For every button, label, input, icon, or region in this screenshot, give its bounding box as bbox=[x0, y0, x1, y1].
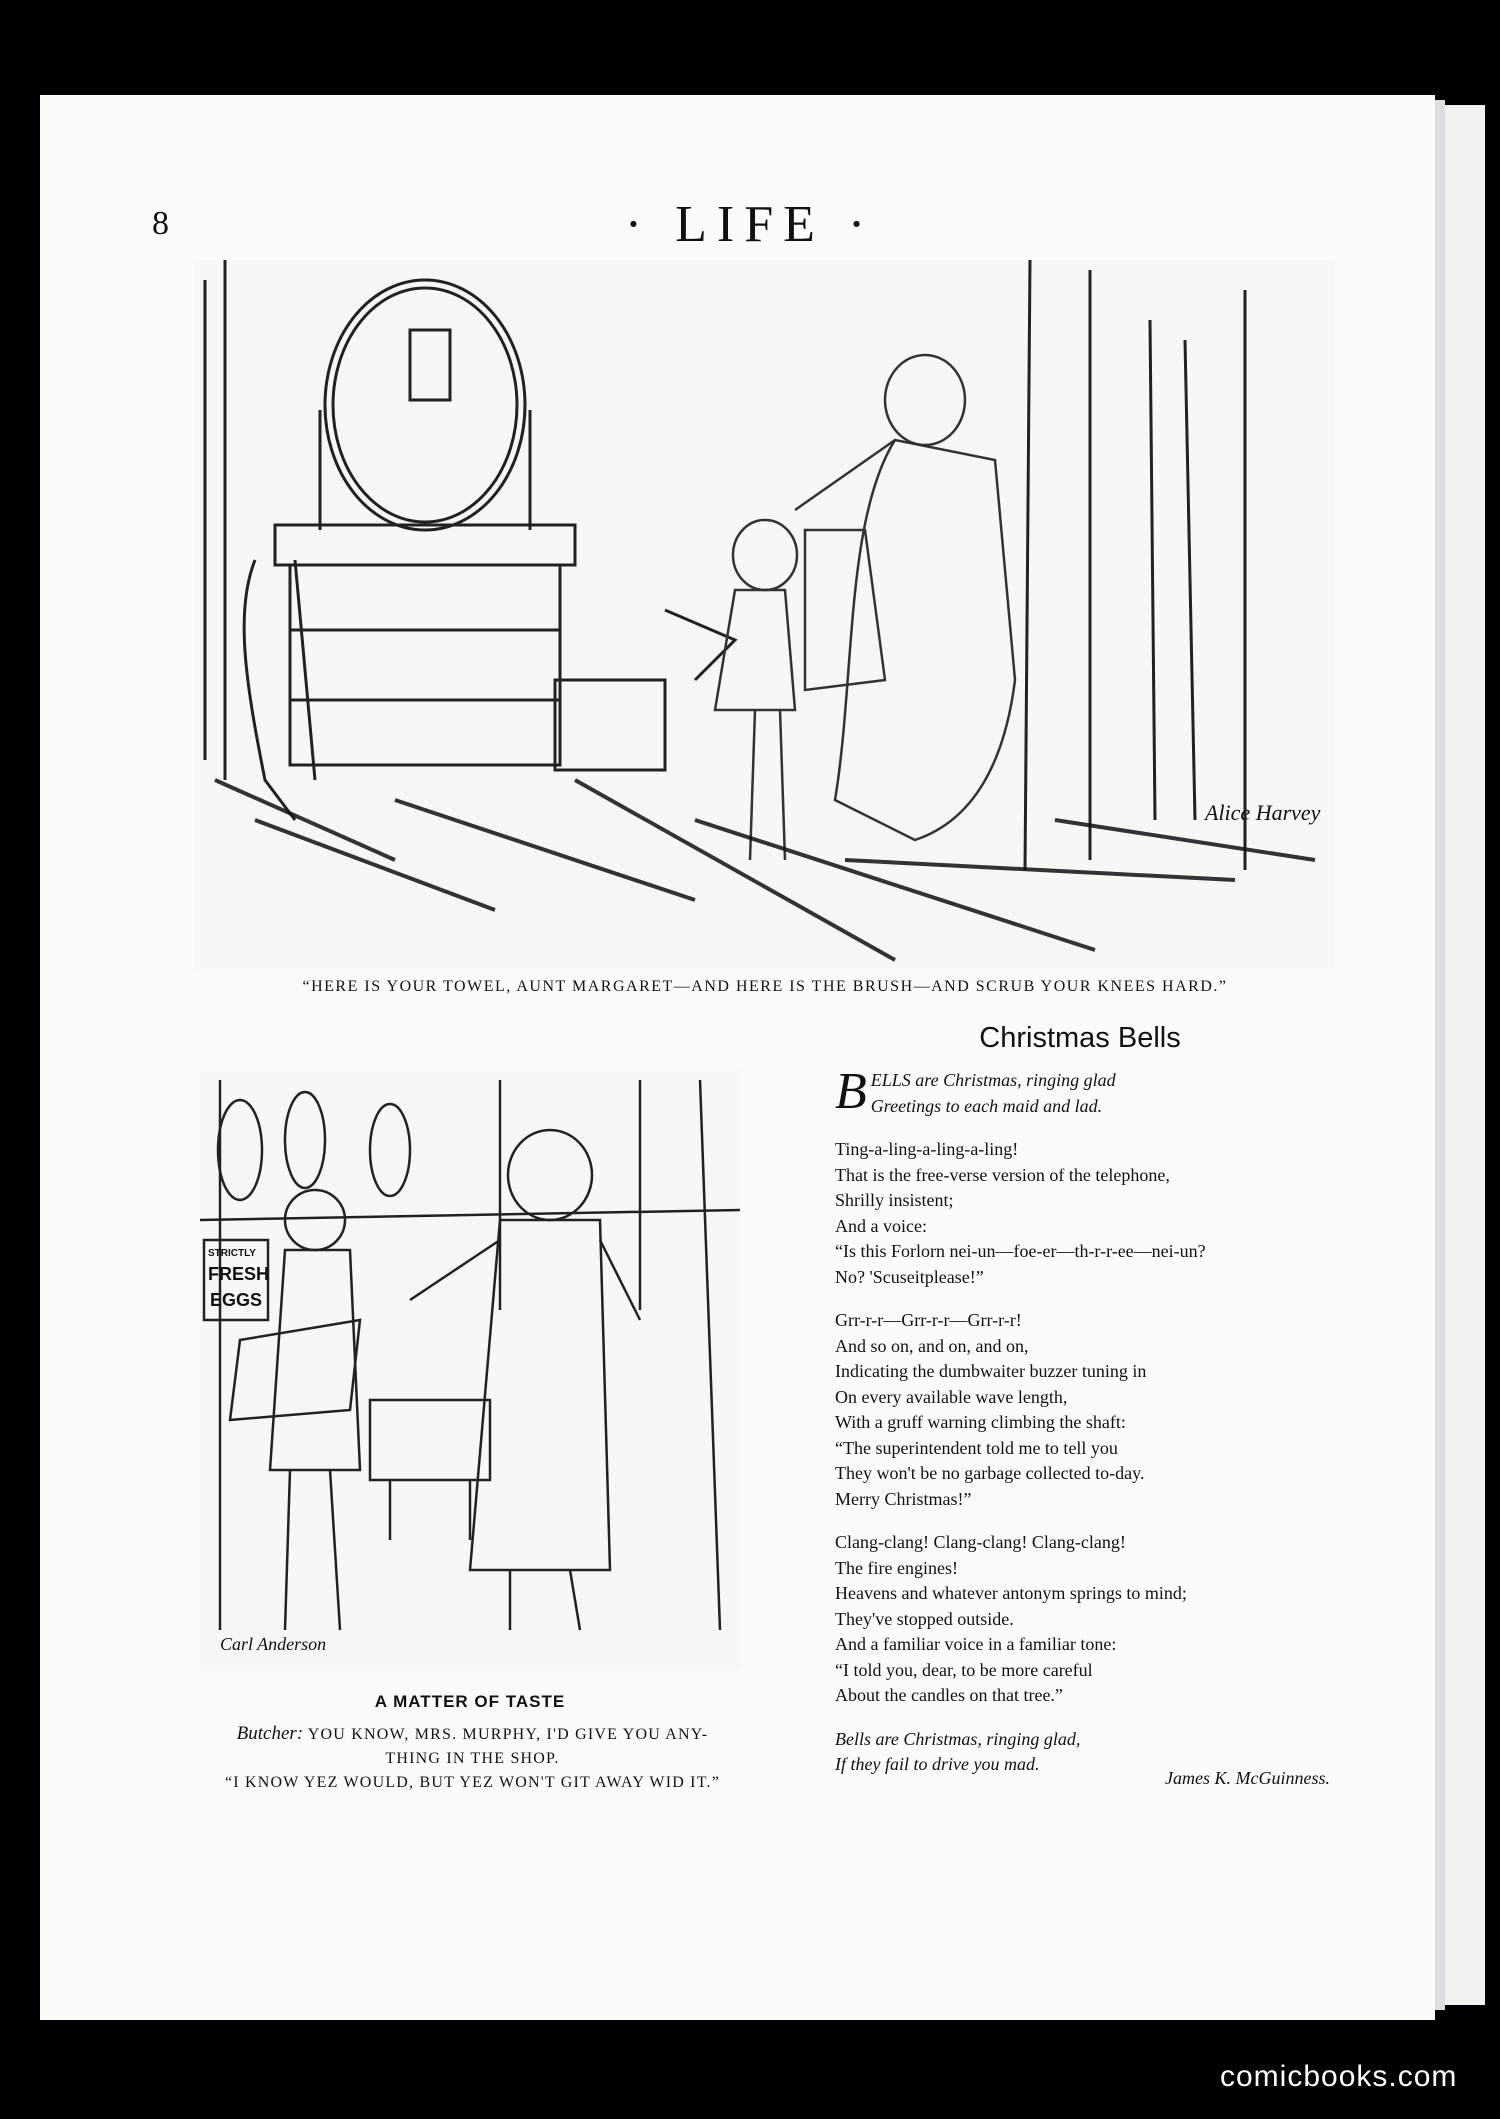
next-page-edge bbox=[1435, 100, 1445, 2010]
poem-line: Ting-a-ling-a-ling-a-ling! bbox=[835, 1139, 1019, 1159]
poem-line: That is the free-verse version of the telephone, bbox=[835, 1164, 1170, 1185]
poem-line: Merry Christmas!” bbox=[835, 1488, 972, 1509]
top-cartoon-caption: “HERE IS YOUR TOWEL, AUNT MARGARET—AND HERE IS THE BRUSH—AND SCRUB YOUR KNEES HARD.” bbox=[302, 978, 1228, 995]
poem-line: No? 'Scuseitplease!” bbox=[835, 1266, 984, 1287]
next-page-strip bbox=[1445, 105, 1485, 2005]
poem-line: With a gruff warning climbing the shaft: bbox=[835, 1412, 1126, 1432]
poem-stanza-3 bbox=[835, 1530, 1335, 1709]
bottom-cartoon-signature: Carl Anderson bbox=[220, 1634, 327, 1654]
top-cartoon-signature: Alice Harvey bbox=[1205, 800, 1321, 825]
cartoon-title: A MATTER OF TASTE bbox=[374, 1692, 566, 1711]
poem-line: About the candles on that tree.” bbox=[835, 1685, 1063, 1705]
poem-line: Shrilly insistent; bbox=[835, 1190, 954, 1210]
poem-line: If they fail to drive you mad. bbox=[835, 1754, 1040, 1774]
poem-line: “The superintendent told me to tell you bbox=[835, 1437, 1118, 1458]
poem-line: They've stopped outside. bbox=[835, 1608, 1014, 1629]
speaker-label: Butcher: bbox=[236, 1723, 304, 1744]
drop-cap: B bbox=[835, 1063, 867, 1120]
poem-line: And a familiar voice in a familiar tone: bbox=[835, 1634, 1117, 1654]
poem-line: And so on, and on, and on, bbox=[835, 1335, 1029, 1356]
top-cartoon-illustration bbox=[195, 260, 1335, 970]
caption-line1: YOU KNOW, MRS. MURPHY, I'D GIVE YOU ANY- bbox=[307, 1726, 709, 1743]
page-number: 8 bbox=[152, 205, 169, 242]
poem-line: They won't be no garbage collected to-day. bbox=[835, 1463, 1145, 1483]
poem-body bbox=[835, 1063, 1335, 1796]
poem-line: Grr-r-r—Grr-r-r—Grr-r-r! bbox=[835, 1310, 1022, 1330]
site-watermark: comicbooks.com bbox=[1220, 2060, 1458, 2093]
egg-sign-line3: EGGS bbox=[210, 1290, 263, 1310]
poem-line: Clang-clang! Clang-clang! Clang-clang! bbox=[835, 1532, 1126, 1552]
bottom-cartoon-illustration bbox=[200, 1070, 740, 1670]
poem-line: “Is this Forlorn nei-un—foe-er—th-r-r-ee—nei-un? bbox=[835, 1241, 1206, 1261]
poem-intro-line2: Greetings to each maid and lad. bbox=[870, 1095, 1103, 1116]
poem-line: Heavens and whatever antonym springs to mind; bbox=[835, 1583, 1187, 1603]
poem-stanza-2 bbox=[835, 1308, 1335, 1512]
caption-line3: “I KNOW YEZ WOULD, BUT YEZ WON'T GIT AWAY WID IT.” bbox=[224, 1774, 720, 1791]
poem-title: Christmas Bells bbox=[979, 1022, 1181, 1054]
poem-line: On every available wave length, bbox=[835, 1386, 1068, 1407]
caption-line2: THING IN THE SHOP. bbox=[385, 1750, 560, 1767]
egg-sign-line1: STRICTLY bbox=[208, 1248, 256, 1259]
poem-line: Bells are Christmas, ringing glad, bbox=[835, 1728, 1081, 1749]
cartoon-caption bbox=[200, 1722, 745, 1795]
poem-line: “I told you, dear, to be more careful bbox=[835, 1659, 1093, 1680]
poem-intro bbox=[835, 1063, 1335, 1120]
poem-line: The fire engines! bbox=[835, 1557, 958, 1578]
poem-line: And a voice: bbox=[835, 1215, 927, 1236]
poem-intro-line1: ELLS are Christmas, ringing glad bbox=[870, 1070, 1116, 1090]
poem-author: James K. McGuinness. bbox=[1165, 1768, 1330, 1788]
poem-stanza-1 bbox=[835, 1137, 1335, 1290]
egg-sign-line2: FRESH bbox=[208, 1264, 270, 1284]
poem-line: Indicating the dumbwaiter buzzer tuning in bbox=[835, 1361, 1147, 1381]
masthead: · LIFE · bbox=[624, 196, 876, 253]
